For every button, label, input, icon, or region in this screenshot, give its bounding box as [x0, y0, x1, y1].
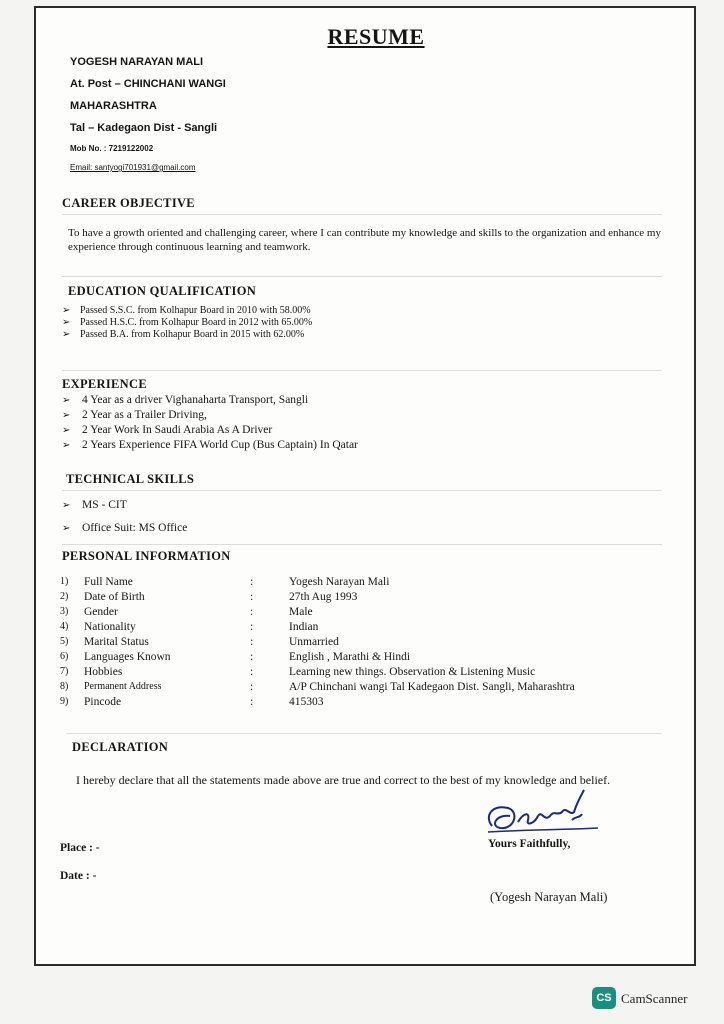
personal-info-row: 5) Marital Status : Unmarried [60, 636, 339, 648]
field-value: A/P Chinchani wangi Tal Kadegaon Dist. Sangli, Maharashtra [289, 681, 575, 693]
field-label: Full Name [84, 576, 133, 588]
camscanner-logo: CS [592, 987, 616, 1009]
personal-info-row: 8) Permanent Address : A/P Chinchani wangi Tal Kadegaon Dist. Sangli, Maharashtra [60, 681, 575, 693]
camscanner-watermark: CamScanner [621, 991, 688, 1006]
address-line-1: At. Post – CHINCHANI WANGI [70, 78, 226, 90]
signature-icon [478, 786, 608, 842]
field-label: Marital Status [84, 636, 149, 648]
arrowhead-bullet-icon: ➢ [62, 425, 71, 436]
list-item: ➢ 4 Year as a driver Vighanaharta Transport, Sangli [62, 394, 309, 406]
list-item: ➢ Passed B.A. from Kolhapur Board in 2015 with 62.00% [62, 329, 305, 340]
career-objective-heading: CAREER OBJECTIVE [62, 196, 195, 210]
arrowhead-bullet-icon: ➢ [62, 500, 71, 511]
field-label: Gender [84, 606, 118, 618]
list-item: ➢ 2 Year as a Trailer Driving, [62, 409, 207, 421]
education-list [62, 305, 662, 341]
field-value: 415303 [289, 696, 324, 708]
list-item: ➢ MS - CIT [62, 499, 127, 511]
declaration-heading: DECLARATION [72, 740, 169, 754]
personal-info-row: 1) Full Name : Yogesh Narayan Mali [60, 576, 390, 588]
arrowhead-bullet-icon: ➢ [62, 329, 71, 340]
skills-list [62, 498, 462, 536]
section-divider [62, 490, 662, 491]
personal-info-row: 2) Date of Birth : 27th Aug 1993 [60, 591, 358, 603]
field-label: Hobbies [84, 666, 123, 678]
email-address: Email: santyogi701931@gmail.com [70, 163, 196, 172]
personal-info-row: 9) Pincode : 415303 [60, 696, 324, 708]
page-title: RESUME [327, 24, 425, 49]
experience-heading: EXPERIENCE [62, 377, 147, 391]
field-value: Learning new things. Observation & Listening Music [289, 666, 536, 678]
list-item: ➢ 2 Year Work In Saudi Arabia As A Driver [62, 424, 273, 436]
section-divider [66, 733, 662, 734]
personal-info-row: 7) Hobbies : Learning new things. Observation & Listening Music [60, 666, 536, 678]
list-item: ➢ Office Suit: MS Office [62, 522, 188, 534]
list-item: ➢ Passed S.S.C. from Kolhapur Board in 2010 with 58.00% [62, 305, 311, 316]
section-divider [62, 370, 662, 371]
field-value: Unmarried [289, 636, 339, 648]
section-divider [62, 214, 662, 215]
personal-info-row: 6) Languages Known : English , Marathi & Hindi [60, 651, 411, 663]
mobile-number: Mob No. : 7219122002 [70, 144, 154, 153]
place-label: Place : - [60, 842, 100, 854]
arrowhead-bullet-icon: ➢ [62, 440, 71, 451]
technical-skills-heading: TECHNICAL SKILLS [66, 472, 195, 486]
signatory-name: (Yogesh Narayan Mali) [490, 890, 608, 904]
field-label: Nationality [84, 621, 136, 633]
field-value: Yogesh Narayan Mali [289, 576, 390, 588]
field-label: Permanent Address [84, 681, 162, 692]
section-divider [62, 544, 662, 545]
yours-faithfully: Yours Faithfully, [488, 838, 571, 850]
resume-page [34, 6, 696, 966]
list-item: ➢ Passed H.S.C. from Kolhapur Board in 2012 with 65.00% [62, 317, 313, 328]
list-item: ➢ 2 Years Experience FIFA World Cup (Bus Captain) In Qatar [62, 439, 358, 451]
field-value: Male [289, 606, 313, 618]
personal-info-row: 4) Nationality : Indian [60, 621, 319, 633]
field-label: Date of Birth [84, 591, 145, 603]
section-divider [62, 276, 662, 277]
personal-info-heading: PERSONAL INFORMATION [62, 549, 231, 563]
declaration-text: I hereby declare that all the statements made above are true and correct to the best of my knowledge and belief. [76, 773, 611, 787]
address-line-3: Tal – Kadegaon Dist - Sangli [70, 122, 218, 134]
arrowhead-bullet-icon: ➢ [62, 305, 71, 316]
candidate-name: YOGESH NARAYAN MALI [70, 56, 204, 68]
field-value: English , Marathi & Hindi [289, 651, 411, 663]
address-line-2: MAHARASHTRA [70, 100, 157, 112]
experience-list [62, 393, 682, 453]
field-value: Indian [289, 621, 319, 633]
education-heading: EDUCATION QUALIFICATION [68, 284, 257, 298]
arrowhead-bullet-icon: ➢ [62, 410, 71, 421]
career-objective-text: To have a growth oriented and challenging career, where I can contribute my knowledge and skills to the organization and enhance my experience through continuous learning and teamwork. [68, 227, 661, 253]
personal-info-row: 3) Gender : Male [60, 606, 313, 618]
arrowhead-bullet-icon: ➢ [62, 317, 71, 328]
arrowhead-bullet-icon: ➢ [62, 395, 71, 406]
arrowhead-bullet-icon: ➢ [62, 523, 71, 534]
field-label: Languages Known [84, 651, 171, 663]
field-label: Pincode [84, 696, 122, 708]
field-value: 27th Aug 1993 [289, 591, 358, 603]
date-label: Date : - [60, 870, 97, 882]
